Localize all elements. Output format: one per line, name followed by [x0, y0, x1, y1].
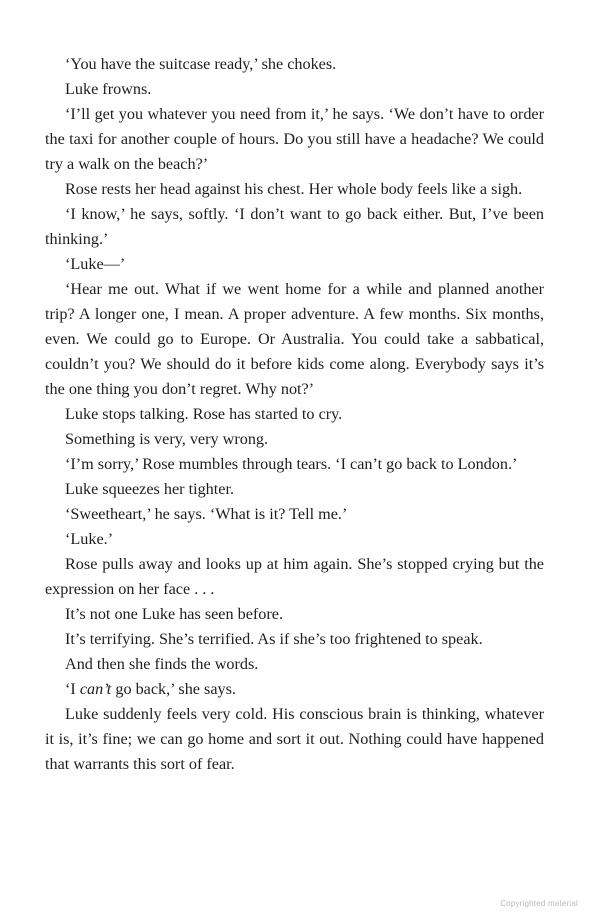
paragraph — [45, 552, 544, 602]
text-segment: ‘Hear me out. What if we went home for a while and planned another trip? A longer one, I mean. A proper adventure. A few months. Six months, even. We could go to Europe. Or Australia. You could take a sabbatical, couldn’t you? We should do it before kids come along. Everybody says it’s the one thing you don’t regret. Why not?’ — [45, 280, 544, 398]
text-segment: go back,’ she says. — [111, 680, 236, 698]
text-segment: It’s terrifying. She’s terrified. As if she’s too frightened to speak. — [65, 630, 483, 648]
text-segment: Luke frowns. — [65, 80, 152, 98]
paragraph — [45, 177, 544, 202]
paragraph — [45, 277, 544, 402]
text-segment: Rose pulls away and looks up at him again. She’s stopped crying but the expression on her face . . . — [45, 555, 544, 598]
paragraph — [45, 77, 544, 102]
paragraph — [45, 202, 544, 252]
text-segment: ‘Luke.’ — [65, 530, 114, 548]
paragraph — [45, 52, 544, 77]
page-text-column — [45, 52, 544, 777]
text-segment: It’s not one Luke has seen before. — [65, 605, 284, 623]
paragraph — [45, 627, 544, 652]
text-segment: ‘You have the suitcase ready,’ she chokes. — [65, 55, 337, 73]
paragraph — [45, 527, 544, 552]
paragraph — [45, 477, 544, 502]
text-segment: Luke stops talking. Rose has started to cry. — [65, 405, 343, 423]
paragraph — [45, 102, 544, 177]
italic-text-segment: can’t — [79, 680, 112, 698]
text-segment: Luke squeezes her tighter. — [65, 480, 235, 498]
text-segment: ‘I know,’ he says, softly. ‘I don’t want to go back either. But, I’ve been thinking.’ — [45, 205, 544, 248]
text-segment: ‘I — [65, 680, 80, 698]
text-segment: ‘I’m sorry,’ Rose mumbles through tears. ‘I can’t go back to London.’ — [65, 455, 518, 473]
text-segment: ‘Luke—’ — [65, 255, 126, 273]
paragraph — [45, 452, 544, 477]
text-segment: ‘Sweetheart,’ he says. ‘What is it? Tell me.’ — [65, 505, 348, 523]
text-segment: And then she finds the words. — [65, 655, 259, 673]
text-segment: Rose rests her head against his chest. Her whole body feels like a sigh. — [65, 180, 523, 198]
text-segment: Luke suddenly feels very cold. His conscious brain is thinking, whatever it is, it’s fine; we can go home and sort it out. Nothing could have happened that warrants this sort of fear. — [45, 705, 544, 773]
copyright-notice: Copyrighted material — [500, 899, 578, 908]
text-segment: Something is very, very wrong. — [65, 430, 269, 448]
paragraph — [45, 702, 544, 777]
paragraph — [45, 427, 544, 452]
paragraph — [45, 502, 544, 527]
paragraph — [45, 402, 544, 427]
paragraph — [45, 652, 544, 677]
paragraph — [45, 602, 544, 627]
paragraph — [45, 252, 544, 277]
text-segment: ‘I’ll get you whatever you need from it,’ he says. ‘We don’t have to order the taxi for another couple of hours. Do you still have a headache? We could try a walk on the beach?’ — [45, 105, 544, 173]
paragraph — [45, 677, 544, 702]
